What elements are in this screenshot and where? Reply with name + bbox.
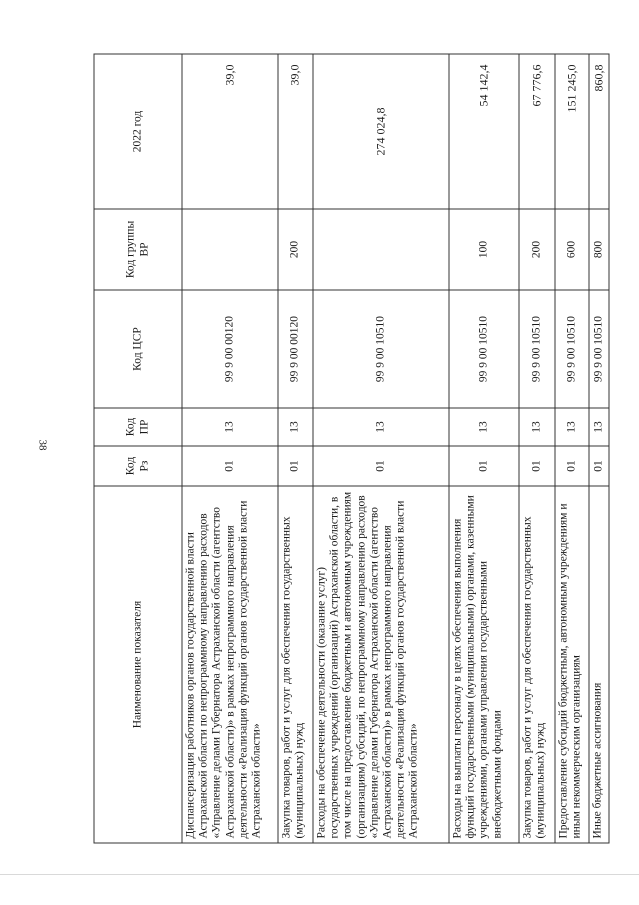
row-csr: 99 9 00 10510 [589,290,609,408]
table-row [519,54,555,843]
row-name: Расходы на обеспечение деятельности (оказание услуг) государственных учреждений (организаций) Астраханской области, в том числе на предоставление бюджетным и автономным учреждениям (организациям) субсидий, по непрограммному направлению расходов «Управление делами Губернатора Астраханской области (агентство Астраханской области)» в рамках непрограммного направления деятельности «Реализация функций органов государственной власти Астраханской области» [313,486,449,843]
row-vr [182,209,278,290]
scan-edge-line [0,874,639,875]
table-row [313,54,449,843]
row-pr: 13 [589,408,609,446]
row-pr: 13 [555,408,589,446]
table-row [449,54,519,843]
row-value: 54 142,4 [449,54,519,209]
row-csr: 99 9 00 10510 [449,290,519,408]
rotated-table-frame [93,54,605,843]
row-rz: 01 [182,446,278,486]
row-name: Диспансеризация работников органов государственной власти Астраханской области по непрограммному направлению расходов «Управление делами Губернатора Астраханской области (агентство Астраханской области)» в рамках непрограммного направления деятельности «Реализация функций органов государственной власти Астраханской области» [182,486,278,843]
row-rz: 01 [555,446,589,486]
row-csr: 99 9 00 10510 [313,290,449,408]
row-value: 39,0 [182,54,278,209]
header-name: Наименование показателя [94,486,182,843]
row-name: Предоставление субсидий бюджетным, автономным учреждениям и иным некоммерческим организациям [555,486,589,843]
row-csr: 99 9 00 00120 [182,290,278,408]
row-value: 67 776,6 [519,54,555,209]
header-year: 2022 год [94,54,182,209]
row-csr: 99 9 00 00120 [278,290,313,408]
row-value: 274 024,8 [313,54,449,209]
row-value: 860,8 [589,54,609,209]
table-row [555,54,589,843]
row-pr: 13 [519,408,555,446]
header-csr: Код ЦСР [94,290,182,408]
row-rz: 01 [278,446,313,486]
header-pr: Код ПР [94,408,182,446]
row-vr: 200 [519,209,555,290]
row-pr: 13 [449,408,519,446]
row-vr: 200 [278,209,313,290]
row-name: Закупка товаров, работ и услуг для обеспечения государственных (муниципальных) нужд [278,486,313,843]
row-vr: 800 [589,209,609,290]
row-value: 151 245,0 [555,54,589,209]
row-rz: 01 [313,446,449,486]
row-name: Иные бюджетные ассигнования [589,486,609,843]
row-value: 39,0 [278,54,313,209]
row-csr: 99 9 00 10510 [519,290,555,408]
row-vr: 100 [449,209,519,290]
table-header-row [94,54,182,843]
row-csr: 99 9 00 10510 [555,290,589,408]
row-rz: 01 [519,446,555,486]
row-name: Расходы на выплаты персоналу в целях обеспечения выполнения функций государственными (муниципальными) органами, казенными учреждениями, органами управления государственными внебюджетными фондами [449,486,519,843]
row-rz: 01 [449,446,519,486]
rotated-table-area [93,54,605,843]
header-rz: Код Рз [94,446,182,486]
table-row [589,54,609,843]
row-vr [313,209,449,290]
row-rz: 01 [589,446,609,486]
row-pr: 13 [313,408,449,446]
table-row [182,54,278,843]
row-pr: 13 [278,408,313,446]
page-number: 38 [36,439,49,451]
header-vr: Код группы ВР [94,209,182,290]
row-vr: 600 [555,209,589,290]
row-pr: 13 [182,408,278,446]
budget-table [93,53,609,843]
table-row [278,54,313,843]
row-name: Закупка товаров, работ и услуг для обеспечения государственных (муниципальных) нужд [519,486,555,843]
